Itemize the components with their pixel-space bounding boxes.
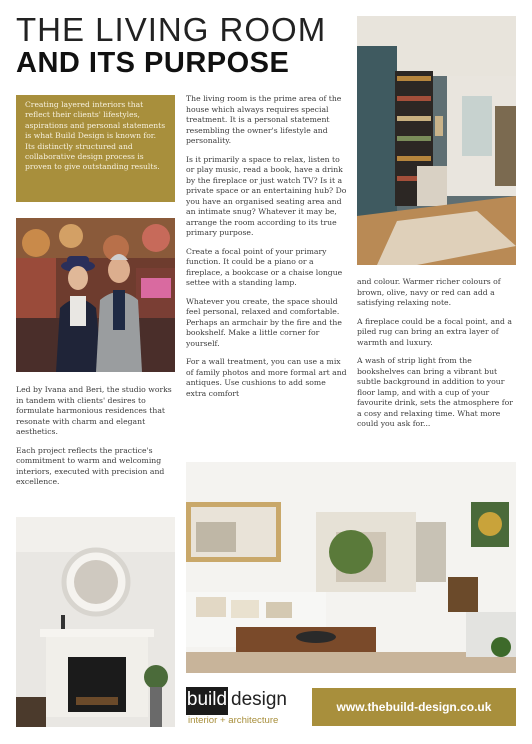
- left-paragraph-1: Led by Ivana and Beri, the studio works in tandem with clients' desires to formulate harmonious residences that resonate with charm and elegant aesthetics.: [16, 385, 172, 436]
- middle-paragraph-3: Create a focal point of your primary function. It could be a piano or a fireplace, a bookcase or a chaise longue settee with a standing lamp.: [186, 246, 343, 287]
- right-column: [357, 277, 516, 438]
- bookshelf-room-photo: [357, 16, 516, 265]
- right-paragraph-2: A fireplace could be a focal point, and a piled rug can bring an extra layer of warmth and luxury.: [357, 316, 512, 347]
- middle-paragraph-2: Is it primarily a space to relax, listen to or play music, read a book, have a drink by the fireplace or just watch TV? Is it a private space or an entertaining hub? Do you have an organised seating area and an intimate snug? Whatever it may be, arrange the room according to its true primary purpose.: [186, 154, 347, 237]
- website-link[interactable]: www.thebuild-design.co.uk: [312, 688, 516, 726]
- middle-paragraph-4: Whatever you create, the space should feel personal, relaxed and comfortable. Perhaps an armchair by the fire and the bookshelf. Make a little corner for yourself.: [186, 296, 342, 348]
- intro-box: [16, 95, 175, 202]
- right-paragraph-3: A wash of strip light from the bookshelves can bring a vibrant but subtle background in addition to your floor lamp, and with a cup of your favourite drink, sets the atmosphere for a cosy and relaxing time. What more could you ask for...: [357, 356, 513, 428]
- logo-design-word: design: [231, 689, 287, 710]
- designers-photo: [16, 218, 175, 372]
- page-title-line2: AND ITS PURPOSE: [16, 47, 290, 79]
- middle-paragraph-1: The living room is the prime area of the house which always requires special treatment. It is a personal statement resembling the owner's lifestyle and personality.: [186, 94, 342, 145]
- right-paragraph-1: and colour. Warmer richer colours of brown, olive, navy or red can add a satisfying relaxing note.: [357, 277, 501, 307]
- logo-build-word: build: [186, 687, 228, 715]
- left-paragraph-2: Each project reflects the practice's commitment to warm and welcoming interiors, executed with precision and excellence.: [16, 445, 165, 486]
- build-design-logo: [186, 687, 301, 729]
- middle-paragraph-5: For a wall treatment, you can use a mix of family photos and more formal art and antiques. Use cushions to add some extra comfort: [186, 357, 347, 398]
- left-column: [16, 385, 175, 496]
- fireplace-photo: [16, 517, 175, 727]
- logo-tagline: interior + architecture: [188, 715, 279, 726]
- page-title-line1: THE LIVING ROOM: [16, 11, 327, 48]
- living-room-photo: [186, 462, 516, 673]
- middle-column: [186, 94, 347, 407]
- intro-text: Creating layered interiors that reflect their clients' lifestyles, aspirations and personal statements is what Build Design is known for. Its distinctly structured and collaborative design process is proven to give outstanding results.: [25, 100, 166, 172]
